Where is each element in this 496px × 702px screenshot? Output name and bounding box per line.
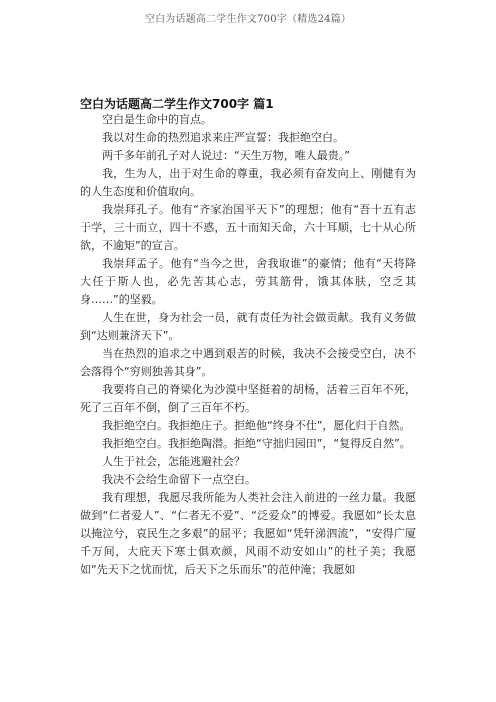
essay-title: 空白为话题高二学生作文700字 篇1: [80, 97, 274, 111]
paragraph: 人生在世，身为社会一员，就有责任为社会做贡献。我有义务做到“达则兼济天下”。: [80, 311, 416, 342]
paragraph: 我以对生命的热烈追求来庄严宣誓：我拒绝空白。: [102, 131, 344, 144]
paragraph: 我，生为人，出于对生命的尊重，我必须有奋发向上、刚健有为的人生态度和价值取向。: [80, 167, 416, 198]
paragraph: 当在热烈的追求之中遇到艰苦的时候，我决不会接受空白，决不会落得个“穷则独善其身”。: [80, 347, 416, 378]
paragraph: 我要将自己的脊梁化为沙漠中坚挺着的胡杨，活着三百年不死，死了三百年不倒，倒了三百年不朽。: [80, 383, 416, 414]
paragraph: 我崇拜孟子。他有“当今之世，舍我取谁”的豪情；他有“天将降大任于斯人也，必先苦其心志，劳其筋骨，饿其体肤，空乏其身……”的坚毅。: [80, 257, 416, 306]
paragraph: 我崇拜孔子。他有“齐家治国平天下”的理想；他有“吾十五有志于学，三十而立，四十不惑，五十而知天命，六十耳顺，七十从心所欲，不逾矩”的宣言。: [80, 203, 416, 252]
paragraph: 我有理想，我愿尽我所能为人类社会注入前进的一丝力量。我愿做到“仁者爱人”、“仁者无不爱”、“泛爱众”的博爱。我愿如“长太息以掩泣兮，哀民生之多艰”的屈平；我愿如“凭轩涕泗流”，“安得广厦千万间，大庇天下寒士俱欢颜，风雨不动安如山”的杜子美；我愿如“先天下之忧而忧，后天下之乐而乐”的范仲淹；我愿如: [80, 491, 416, 576]
essay-body: [80, 111, 416, 579]
paragraph: 我决不会给生命留下一点空白。: [102, 473, 256, 486]
paragraph: 我拒绝空白。我拒绝庄子。拒绝他“终身不仕”，愿化归于自然。: [102, 419, 411, 432]
paragraph: 空白是生命中的盲点。: [102, 113, 212, 126]
paragraph: 人生于社会，怎能逃避社会？: [102, 455, 245, 468]
page-header-title: 空白为话题高二学生作文700字（精选24篇）: [144, 14, 352, 25]
paragraph: 我拒绝空白。我拒绝陶潜。拒绝“守拙归园田”，“复得反自然”。: [102, 437, 411, 450]
paragraph: 两千多年前孔子对人说过：“天生万物，唯人最贵。”: [102, 149, 350, 162]
